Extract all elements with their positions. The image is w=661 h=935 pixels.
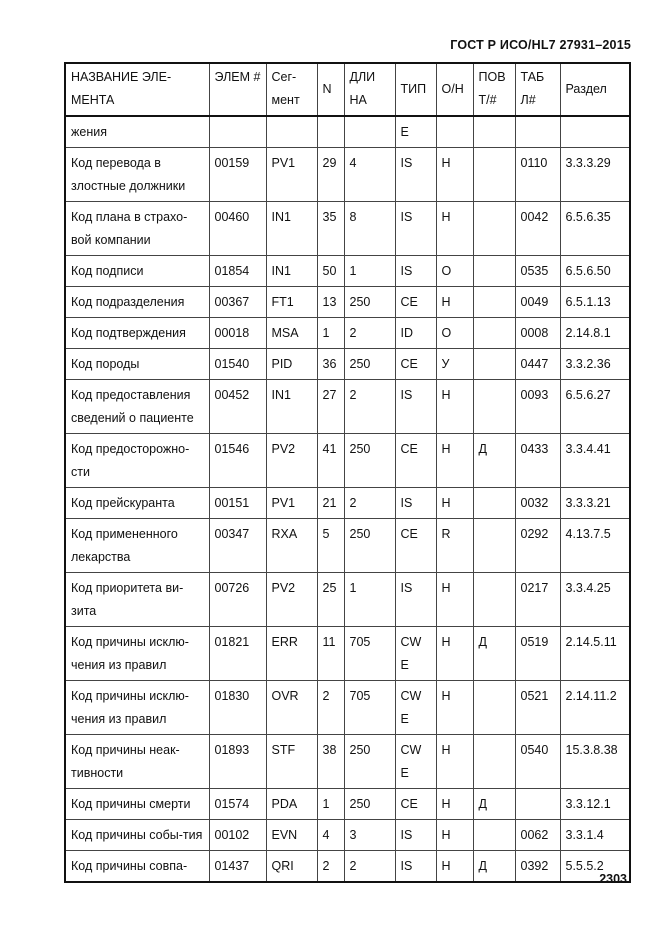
cell-element-number: 00460 <box>209 202 266 256</box>
cell-segment: PV2 <box>266 573 317 627</box>
table-row <box>65 148 630 202</box>
cell-element-name: Код прейскуранта <box>65 488 209 519</box>
document-header: ГОСТ Р ИСО/HL7 27931–2015 <box>450 38 631 52</box>
cell-optionality: Н <box>436 820 473 851</box>
cell-table-number: 0008 <box>515 318 560 349</box>
cell-segment: IN1 <box>266 380 317 434</box>
cell-segment: IN1 <box>266 202 317 256</box>
cell-element-number: 00018 <box>209 318 266 349</box>
cell-segment: QRI <box>266 851 317 883</box>
cell-n: 27 <box>317 380 344 434</box>
cell-type: CE <box>395 434 436 488</box>
cell-optionality: Н <box>436 434 473 488</box>
cell-section: 4.13.7.5 <box>560 519 630 573</box>
cell-length: 250 <box>344 349 395 380</box>
cell-type: IS <box>395 851 436 883</box>
cell-type: CE <box>395 519 436 573</box>
cell-section: 3.3.2.36 <box>560 349 630 380</box>
cell-repetition <box>473 735 515 789</box>
cell-repetition: Д <box>473 434 515 488</box>
cell-optionality: Н <box>436 851 473 883</box>
cell-n: 2 <box>317 851 344 883</box>
table-row <box>65 380 630 434</box>
cell-length: 2 <box>344 380 395 434</box>
cell-table-number: 0535 <box>515 256 560 287</box>
cell-type: CE <box>395 287 436 318</box>
cell-n: 50 <box>317 256 344 287</box>
cell-optionality: Н <box>436 148 473 202</box>
cell-n: 25 <box>317 573 344 627</box>
table-row <box>65 318 630 349</box>
cell-element-number <box>209 116 266 148</box>
cell-section: 3.3.4.41 <box>560 434 630 488</box>
table-header-row <box>65 63 630 116</box>
column-header-segment: Сег-мент <box>266 63 317 116</box>
cell-optionality: R <box>436 519 473 573</box>
cell-segment: PV1 <box>266 488 317 519</box>
cell-section: 6.5.6.35 <box>560 202 630 256</box>
cell-length: 2 <box>344 318 395 349</box>
cell-length: 8 <box>344 202 395 256</box>
cell-n: 38 <box>317 735 344 789</box>
cell-section: 3.3.3.21 <box>560 488 630 519</box>
cell-table-number: 0032 <box>515 488 560 519</box>
cell-table-number: 0093 <box>515 380 560 434</box>
table-row <box>65 789 630 820</box>
cell-type: IS <box>395 256 436 287</box>
column-header-element-name: НАЗВАНИЕ ЭЛЕ-МЕНТА <box>65 63 209 116</box>
cell-element-name: Код причины неак-тивности <box>65 735 209 789</box>
cell-element-number: 00102 <box>209 820 266 851</box>
cell-length: 2 <box>344 851 395 883</box>
cell-optionality: Н <box>436 380 473 434</box>
cell-optionality <box>436 116 473 148</box>
cell-element-number: 00726 <box>209 573 266 627</box>
cell-table-number: 0540 <box>515 735 560 789</box>
cell-segment: PID <box>266 349 317 380</box>
cell-n: 2 <box>317 681 344 735</box>
cell-type: IS <box>395 573 436 627</box>
cell-repetition: Д <box>473 851 515 883</box>
cell-element-number: 00159 <box>209 148 266 202</box>
cell-segment: OVR <box>266 681 317 735</box>
cell-section: 6.5.6.27 <box>560 380 630 434</box>
table-row <box>65 434 630 488</box>
cell-section: 2.14.11.2 <box>560 681 630 735</box>
cell-segment: PV1 <box>266 148 317 202</box>
cell-element-number: 01437 <box>209 851 266 883</box>
cell-repetition <box>473 681 515 735</box>
table-row <box>65 627 630 681</box>
cell-element-number: 01821 <box>209 627 266 681</box>
cell-length: 2 <box>344 488 395 519</box>
table-row <box>65 681 630 735</box>
cell-optionality: Н <box>436 287 473 318</box>
cell-element-name: Код подразделения <box>65 287 209 318</box>
cell-table-number: 0217 <box>515 573 560 627</box>
cell-repetition <box>473 256 515 287</box>
cell-repetition <box>473 380 515 434</box>
cell-length: 250 <box>344 735 395 789</box>
cell-repetition <box>473 519 515 573</box>
cell-element-name: Код предоставления сведений о пациенте <box>65 380 209 434</box>
cell-element-number: 00151 <box>209 488 266 519</box>
cell-element-number: 00367 <box>209 287 266 318</box>
column-header-n: N <box>317 63 344 116</box>
cell-element-name: Код приоритета ви-зита <box>65 573 209 627</box>
cell-type: CW E <box>395 627 436 681</box>
cell-n: 35 <box>317 202 344 256</box>
cell-element-number: 00347 <box>209 519 266 573</box>
cell-section: 3.3.4.25 <box>560 573 630 627</box>
cell-section: 5.5.5.2 <box>560 851 630 883</box>
cell-segment: IN1 <box>266 256 317 287</box>
cell-table-number <box>515 116 560 148</box>
cell-section: 6.5.1.13 <box>560 287 630 318</box>
cell-element-name: жения <box>65 116 209 148</box>
cell-section: 15.3.8.38 <box>560 735 630 789</box>
cell-optionality: Н <box>436 789 473 820</box>
cell-repetition <box>473 318 515 349</box>
cell-length <box>344 116 395 148</box>
cell-type: CE <box>395 789 436 820</box>
cell-n: 1 <box>317 789 344 820</box>
cell-type: ID <box>395 318 436 349</box>
table-row <box>65 349 630 380</box>
cell-section: 3.3.3.29 <box>560 148 630 202</box>
column-header-table-number: ТАБ Л# <box>515 63 560 116</box>
cell-section: 2.14.5.11 <box>560 627 630 681</box>
cell-element-number: 00452 <box>209 380 266 434</box>
cell-optionality: Н <box>436 202 473 256</box>
cell-element-name: Код примененного лекарства <box>65 519 209 573</box>
cell-type: IS <box>395 820 436 851</box>
cell-repetition <box>473 349 515 380</box>
cell-element-name: Код подтверждения <box>65 318 209 349</box>
cell-repetition: Д <box>473 789 515 820</box>
cell-repetition <box>473 116 515 148</box>
cell-table-number: 0049 <box>515 287 560 318</box>
cell-type: IS <box>395 202 436 256</box>
cell-repetition <box>473 488 515 519</box>
cell-table-number: 0392 <box>515 851 560 883</box>
cell-n: 36 <box>317 349 344 380</box>
cell-element-name: Код плана в страхо-вой компании <box>65 202 209 256</box>
cell-optionality: Н <box>436 681 473 735</box>
cell-type: IS <box>395 148 436 202</box>
cell-length: 250 <box>344 434 395 488</box>
cell-n: 11 <box>317 627 344 681</box>
cell-optionality: Н <box>436 573 473 627</box>
cell-table-number: 0062 <box>515 820 560 851</box>
cell-n: 41 <box>317 434 344 488</box>
cell-repetition <box>473 287 515 318</box>
cell-section: 2.14.8.1 <box>560 318 630 349</box>
cell-section <box>560 116 630 148</box>
cell-element-name: Код причины исклю-чения из правил <box>65 681 209 735</box>
table-row <box>65 735 630 789</box>
cell-segment <box>266 116 317 148</box>
table-body <box>65 116 630 882</box>
cell-element-name: Код породы <box>65 349 209 380</box>
cell-type: E <box>395 116 436 148</box>
cell-section: 6.5.6.50 <box>560 256 630 287</box>
cell-repetition: Д <box>473 627 515 681</box>
cell-section: 3.3.1.4 <box>560 820 630 851</box>
table-row <box>65 116 630 148</box>
cell-table-number: 0433 <box>515 434 560 488</box>
table-row <box>65 851 630 883</box>
cell-length: 250 <box>344 287 395 318</box>
cell-repetition <box>473 820 515 851</box>
column-header-length: ДЛИ НА <box>344 63 395 116</box>
cell-n: 5 <box>317 519 344 573</box>
cell-table-number: 0110 <box>515 148 560 202</box>
cell-length: 1 <box>344 256 395 287</box>
cell-n: 21 <box>317 488 344 519</box>
cell-optionality: Н <box>436 488 473 519</box>
cell-length: 1 <box>344 573 395 627</box>
cell-element-number: 01854 <box>209 256 266 287</box>
cell-table-number: 0519 <box>515 627 560 681</box>
cell-element-name: Код причины совпа- <box>65 851 209 883</box>
cell-element-number: 01546 <box>209 434 266 488</box>
cell-length: 705 <box>344 627 395 681</box>
cell-length: 705 <box>344 681 395 735</box>
cell-element-number: 01830 <box>209 681 266 735</box>
cell-segment: STF <box>266 735 317 789</box>
table-row <box>65 202 630 256</box>
cell-element-number: 01540 <box>209 349 266 380</box>
cell-n: 29 <box>317 148 344 202</box>
cell-table-number: 0447 <box>515 349 560 380</box>
cell-element-name: Код причины смерти <box>65 789 209 820</box>
table-row <box>65 488 630 519</box>
cell-optionality: О <box>436 318 473 349</box>
cell-repetition <box>473 202 515 256</box>
table-row <box>65 287 630 318</box>
cell-element-name: Код причины исклю-чения из правил <box>65 627 209 681</box>
cell-element-number: 01893 <box>209 735 266 789</box>
cell-section: 3.3.12.1 <box>560 789 630 820</box>
cell-segment: PDA <box>266 789 317 820</box>
cell-length: 250 <box>344 789 395 820</box>
cell-n: 1 <box>317 318 344 349</box>
cell-type: IS <box>395 488 436 519</box>
table-row <box>65 573 630 627</box>
cell-length: 4 <box>344 148 395 202</box>
cell-table-number: 0521 <box>515 681 560 735</box>
cell-length: 3 <box>344 820 395 851</box>
cell-type: IS <box>395 380 436 434</box>
cell-n <box>317 116 344 148</box>
cell-element-name: Код причины собы-тия <box>65 820 209 851</box>
column-header-type: ТИП <box>395 63 436 116</box>
column-header-element-number: ЭЛЕМ # <box>209 63 266 116</box>
cell-n: 13 <box>317 287 344 318</box>
column-header-repetition: ПОВ Т/# <box>473 63 515 116</box>
cell-table-number <box>515 789 560 820</box>
cell-element-name: Код перевода в злостные должники <box>65 148 209 202</box>
cell-table-number: 0292 <box>515 519 560 573</box>
cell-segment: EVN <box>266 820 317 851</box>
column-header-optionality: О/Н <box>436 63 473 116</box>
cell-optionality: Н <box>436 735 473 789</box>
table-row <box>65 256 630 287</box>
cell-optionality: О <box>436 256 473 287</box>
table-row <box>65 820 630 851</box>
elements-table <box>64 62 631 883</box>
cell-type: CW E <box>395 681 436 735</box>
cell-element-number: 01574 <box>209 789 266 820</box>
cell-length: 250 <box>344 519 395 573</box>
cell-segment: RXA <box>266 519 317 573</box>
cell-optionality: У <box>436 349 473 380</box>
cell-type: CE <box>395 349 436 380</box>
cell-segment: ERR <box>266 627 317 681</box>
cell-repetition <box>473 573 515 627</box>
cell-segment: FT1 <box>266 287 317 318</box>
page-number: 2303 <box>599 872 627 886</box>
cell-segment: MSA <box>266 318 317 349</box>
cell-optionality: Н <box>436 627 473 681</box>
cell-table-number: 0042 <box>515 202 560 256</box>
cell-type: CW E <box>395 735 436 789</box>
column-header-section: Раздел <box>560 63 630 116</box>
cell-element-name: Код подписи <box>65 256 209 287</box>
cell-n: 4 <box>317 820 344 851</box>
cell-repetition <box>473 148 515 202</box>
cell-segment: PV2 <box>266 434 317 488</box>
cell-element-name: Код предосторожно-сти <box>65 434 209 488</box>
table-row <box>65 519 630 573</box>
